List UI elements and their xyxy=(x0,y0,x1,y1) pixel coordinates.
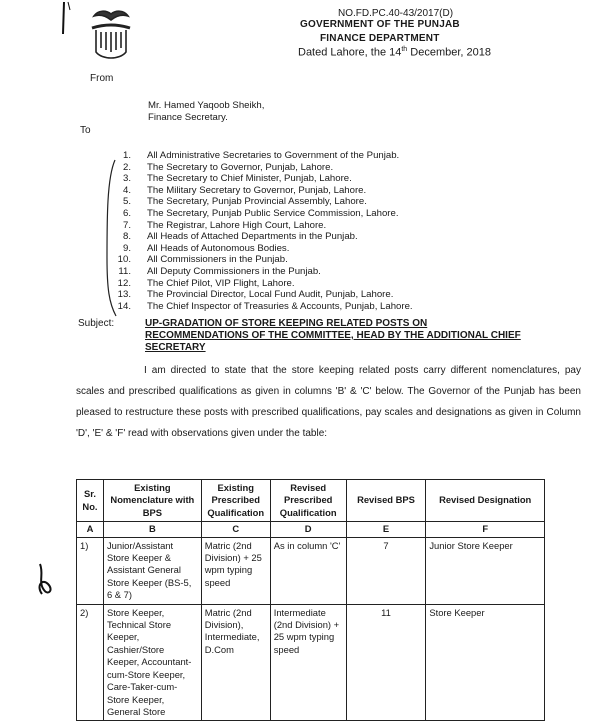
recipient-item: The Secretary, Punjab Provincial Assembly, Lahore. xyxy=(147,196,367,208)
header-revised-designation: Revised Designation xyxy=(426,480,545,522)
header-sr-no: Sr. No. xyxy=(77,480,104,522)
recipient-item: The Secretary to Chief Minister, Punjab, Lahore. xyxy=(147,173,352,185)
posts-table xyxy=(76,479,545,721)
header-existing-nomenclature: Existing Nomenclature with BPS xyxy=(103,480,201,522)
column-letter: F xyxy=(426,522,545,537)
subject-line-1: UP-GRADATION OF STORE KEEPING RELATED POSTS ON xyxy=(145,318,428,329)
row-revised-designation: Junior Store Keeper xyxy=(426,537,545,604)
column-letter: D xyxy=(270,522,346,537)
column-letter: A xyxy=(77,522,104,537)
recipient-item: All Deputy Commissioners in the Punjab. xyxy=(147,266,321,277)
row-existing-nomenclature: Store Keeper, Technical Store Keeper, Cashier/Store Keeper, Accountant-cum-Store Keeper, Care-Taker-cum-Store Keeper, General Store xyxy=(103,604,201,721)
recipient-number: 12. xyxy=(117,277,131,289)
recipient-item: The Registrar, Lahore High Court, Lahore. xyxy=(147,219,327,231)
row-revised-qualification: As in column 'C' xyxy=(270,537,346,604)
row-revised-bps: 7 xyxy=(346,537,426,604)
row-revised-designation: Store Keeper xyxy=(426,604,545,721)
department-title: FINANCE DEPARTMENT xyxy=(320,33,440,44)
sender-title: Finance Secretary. xyxy=(148,112,228,123)
table-row xyxy=(77,604,545,721)
column-letter: C xyxy=(201,522,270,537)
row-revised-qualification: Intermediate (2nd Division) + 25 wpm typing speed xyxy=(270,604,346,721)
recipient-item: The Secretary to Governor, Punjab, Lahore. xyxy=(147,161,334,173)
recipient-item: The Military Secretary to Governor, Punjab, Lahore. xyxy=(147,184,367,196)
subject-line-2: RECOMMENDATIONS OF THE COMMITTEE, HEAD BY THE ADDITIONAL CHIEF xyxy=(145,330,521,341)
recipient-number: 9. xyxy=(122,242,131,254)
recipient-item: The Chief Pilot, VIP Flight, Lahore. xyxy=(147,277,295,289)
punjab-government-logo xyxy=(88,8,134,64)
recipient-number: 13. xyxy=(117,289,131,301)
recipient-item: The Provincial Director, Local Fund Audit, Punjab, Lahore. xyxy=(147,289,394,301)
recipient-item: All Heads of Attached Departments in the Punjab. xyxy=(147,231,358,243)
dated-line: Dated Lahore, the 14th December, 2018 xyxy=(298,46,491,59)
handwritten-initial xyxy=(34,560,58,600)
to-label: To xyxy=(80,125,91,136)
recipient-number: 10. xyxy=(117,254,131,266)
recipient-item: All Administrative Secretaries to Government of the Punjab. xyxy=(147,150,400,161)
subject-label: Subject: xyxy=(78,318,115,329)
recipient-number: 3. xyxy=(122,173,131,185)
recipient-number: 5. xyxy=(122,196,131,208)
recipient-number: 2. xyxy=(122,161,131,173)
from-label: From xyxy=(90,73,114,84)
header-revised-qualification: Revised Prescribed Qualification xyxy=(270,480,346,522)
header-existing-qualification: Existing Prescribed Qualification xyxy=(201,480,270,522)
row-sr: 2) xyxy=(77,604,104,721)
row-existing-qualification: Matric (2nd Division), Intermediate, D.Com xyxy=(201,604,270,721)
recipient-number: 7. xyxy=(122,219,131,231)
sender-name: Mr. Hamed Yaqoob Sheikh, xyxy=(148,100,265,111)
recipient-number: 4. xyxy=(122,184,131,196)
government-title: GOVERNMENT OF THE PUNJAB xyxy=(300,19,460,30)
recipient-item: All Commissioners in the Punjab. xyxy=(147,254,288,266)
column-letter: B xyxy=(103,522,201,537)
row-existing-nomenclature: Junior/Assistant Store Keeper & Assistant General Store Keeper (BS-5, 6 & 7) xyxy=(103,537,201,604)
body-paragraph: I am directed to state that the store keeping related posts carry different nomenclatures, pay scales and prescribed qualifications as given in columns 'B' & 'C' below. The Governor of the Punjab has been pleased to restructure these posts with prescribed qualifications, pay scales and designations as given in Column 'D', 'E' & 'F' read with observations given under the table: xyxy=(76,365,581,439)
row-revised-bps: 11 xyxy=(346,604,426,721)
table-header-row xyxy=(77,480,545,522)
recipient-number: 8. xyxy=(122,231,131,243)
reference-number: NO.FD.PC.40-43/2017(D) xyxy=(338,8,454,19)
header-revised-bps: Revised BPS xyxy=(346,480,426,522)
column-letter: E xyxy=(346,522,426,537)
recipient-number: 14. xyxy=(117,300,131,312)
recipient-item: The Secretary, Punjab Public Service Commission, Lahore. xyxy=(147,208,399,219)
recipient-number: 11. xyxy=(118,266,131,277)
recipient-item: The Chief Inspector of Treasuries & Accounts, Punjab, Lahore. xyxy=(147,300,413,312)
column-letter-row xyxy=(77,522,545,537)
table-row xyxy=(77,537,545,604)
row-existing-qualification: Matric (2nd Division) + 25 wpm typing speed xyxy=(201,537,270,604)
recipient-number: 1. xyxy=(122,150,131,161)
recipient-item: All Heads of Autonomous Bodies. xyxy=(147,242,290,254)
recipient-number: 6. xyxy=(122,208,131,219)
row-sr: 1) xyxy=(77,537,104,604)
margin-mark xyxy=(60,0,74,40)
subject-line-3: SECRETARY xyxy=(145,342,206,353)
